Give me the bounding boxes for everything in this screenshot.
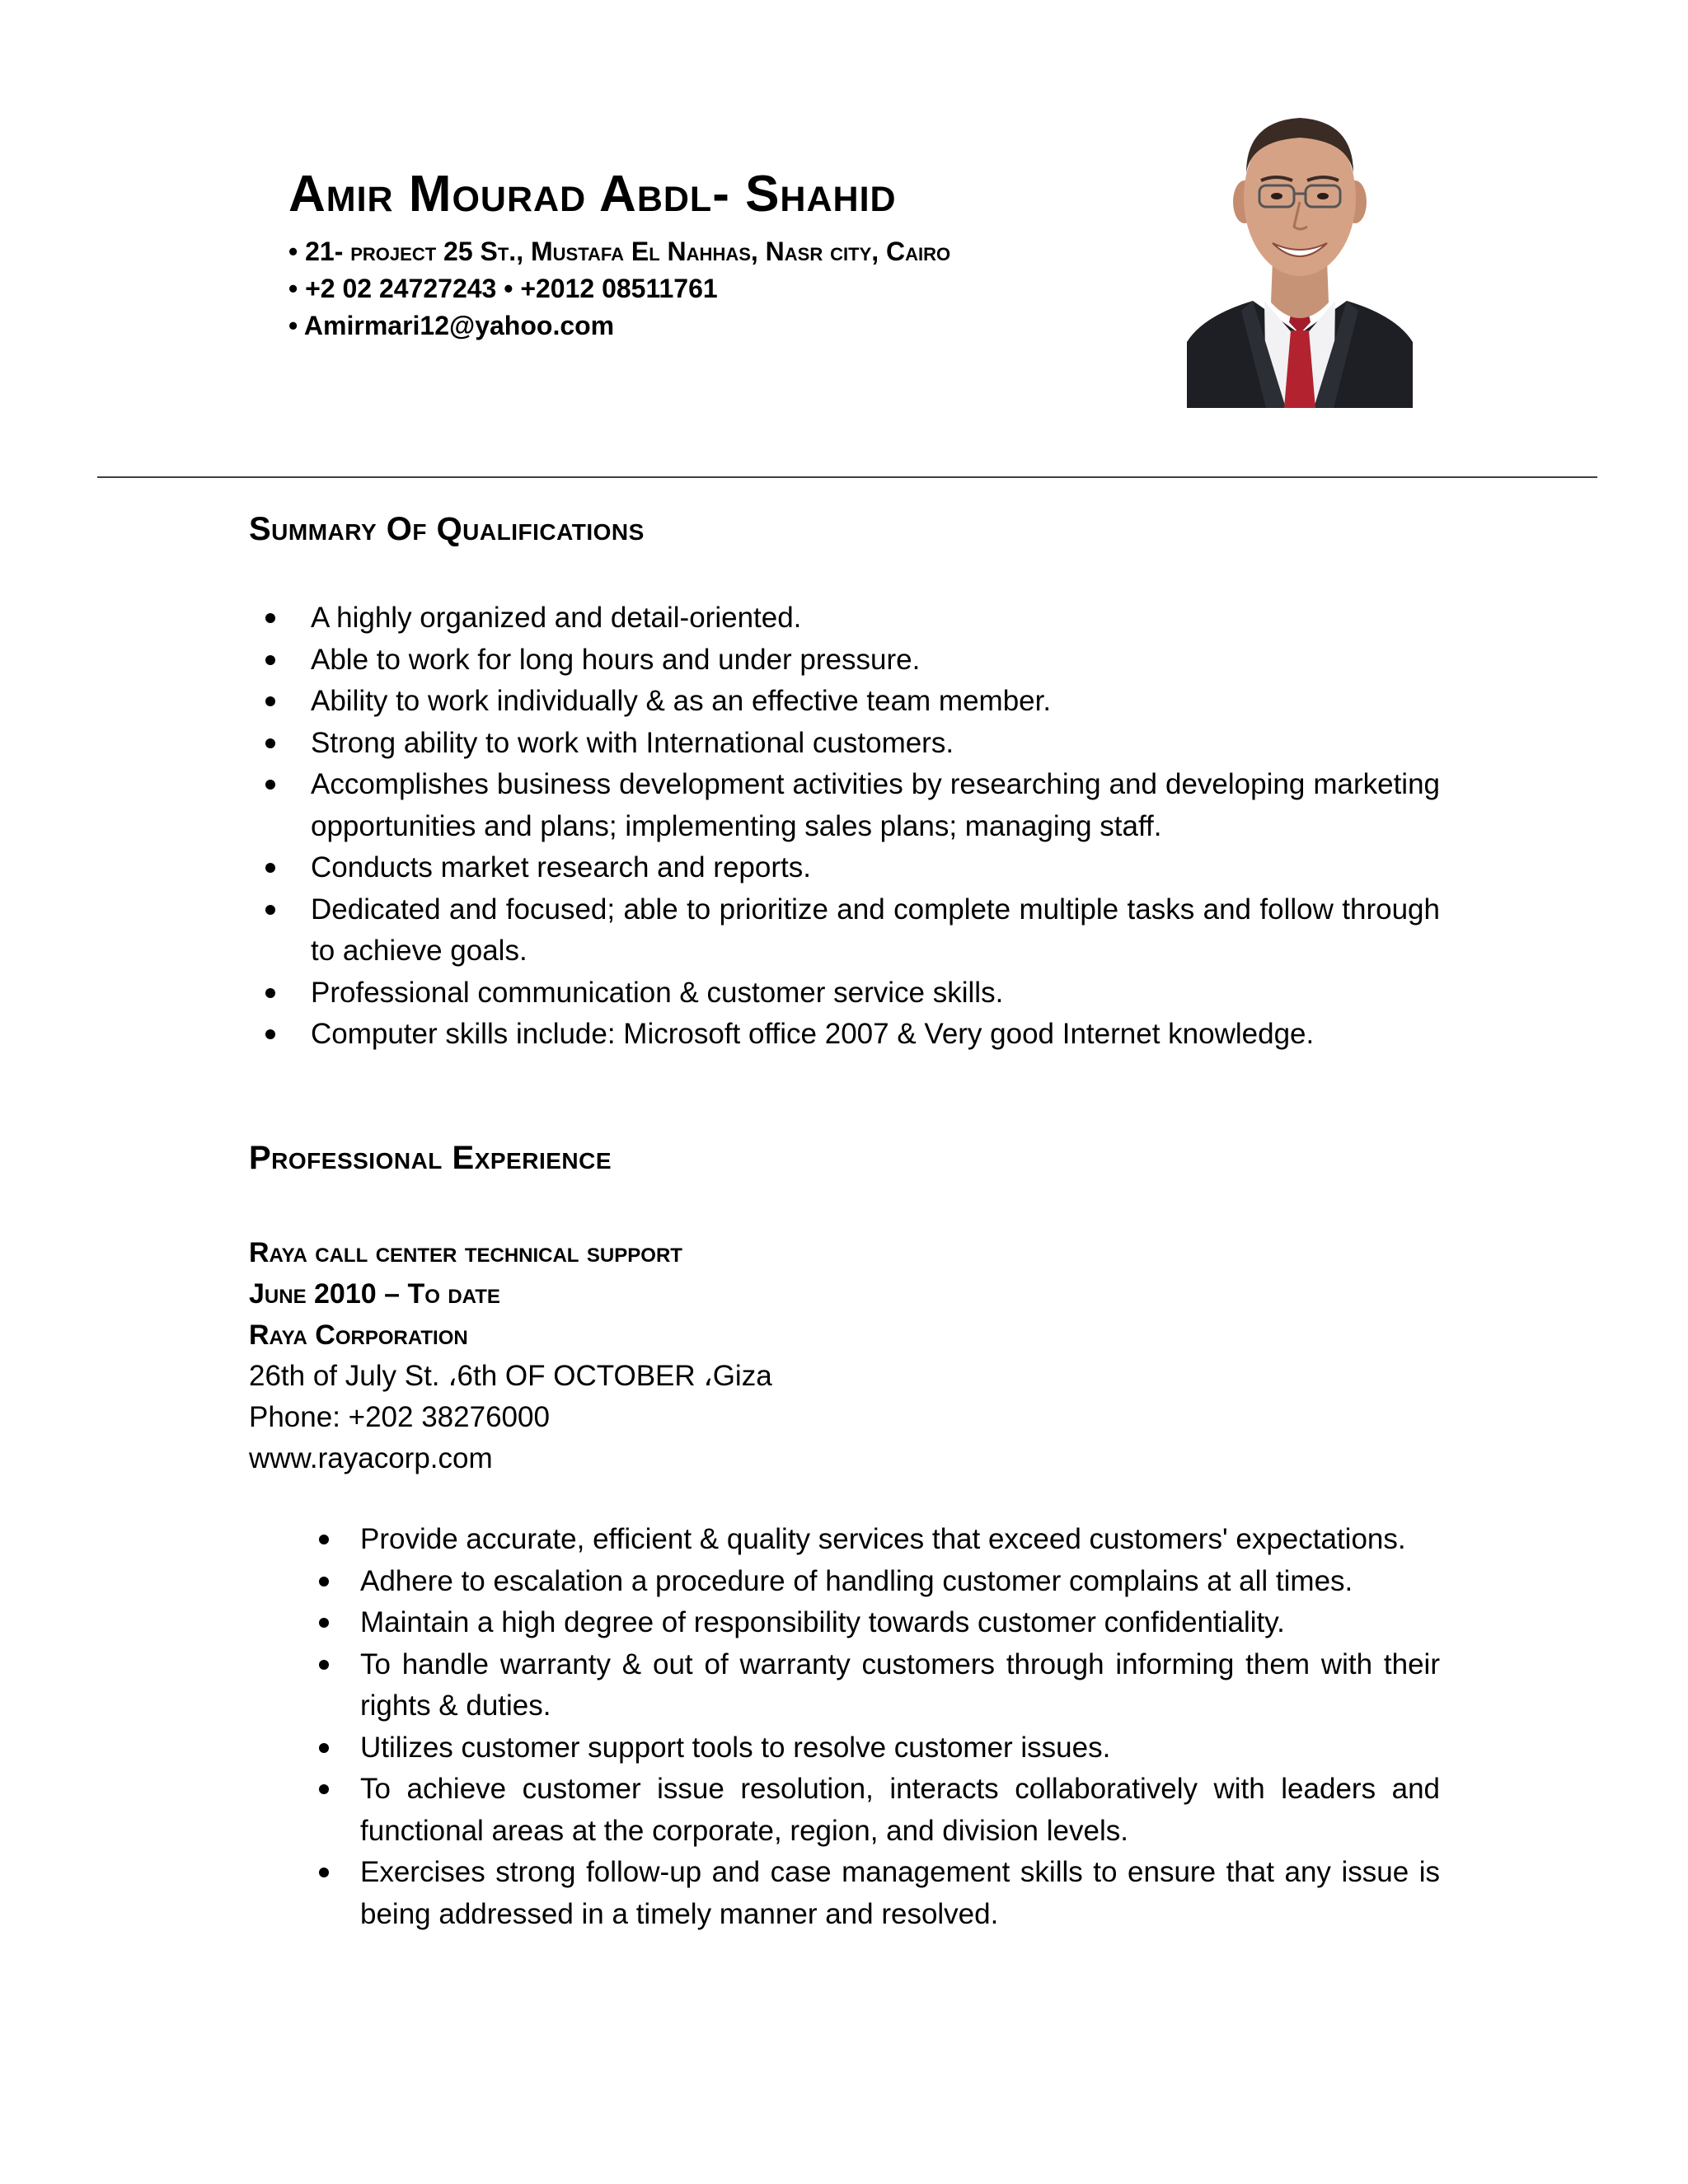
list-item: Conducts market research and reports. [311, 847, 1440, 889]
company-phone: Phone: +202 38276000 [249, 1401, 550, 1433]
experience-heading: Professional Experience [249, 1140, 612, 1176]
duties-list [360, 1519, 1440, 1935]
job-dates: June 2010 – To date [249, 1278, 500, 1310]
company-address: 26th of July St. ،6th OF OCTOBER ،Giza [249, 1360, 772, 1392]
list-item: Computer skills include: Microsoft office 2007 & Very good Internet knowledge. [311, 1014, 1440, 1056]
company-name: Raya Corporation [249, 1319, 468, 1351]
list-item: Exercises strong follow-up and case management skills to ensure that any issue is being addressed in a timely manner and resolved. [360, 1852, 1440, 1935]
email-line: • Amirmari12@yahoo.com [288, 311, 615, 340]
list-item: To achieve customer issue resolution, interacts collaboratively with leaders and functional areas at the corporate, region, and division levels. [360, 1769, 1440, 1852]
list-item: Professional communication & customer service skills. [311, 972, 1440, 1015]
list-item: Dedicated and focused; able to prioritize and complete multiple tasks and follow through to achieve goals. [311, 889, 1440, 972]
contact-block [288, 233, 950, 344]
address-line: • 21- project 25 St., Mustafa El Nahhas, Nasr city, Cairo [288, 237, 951, 266]
list-item: Utilizes customer support tools to resolve customer issues. [360, 1727, 1440, 1769]
qualifications-list [311, 598, 1440, 1056]
list-item: Ability to work individually & as an effective team member. [311, 681, 1440, 723]
list-item: Provide accurate, efficient & quality services that exceed customers' expectations. [360, 1519, 1440, 1561]
list-item: Able to work for long hours and under pressure. [311, 640, 1440, 682]
list-item: A highly organized and detail-oriented. [311, 598, 1440, 640]
list-item: Maintain a high degree of responsibility towards customer confidentiality. [360, 1602, 1440, 1644]
header-divider [97, 476, 1597, 478]
qualifications-heading: Summary Of Qualifications [249, 511, 645, 547]
list-item: Adhere to escalation a procedure of handling customer complains at all times. [360, 1561, 1440, 1603]
company-website: www.rayacorp.com [249, 1442, 493, 1474]
profile-photo [1187, 95, 1413, 408]
list-item: Strong ability to work with International customers. [311, 723, 1440, 765]
job-title: Raya call center technical support [249, 1237, 682, 1268]
candidate-name: Amir Mourad Abdl- Shahid [288, 166, 897, 223]
list-item: To handle warranty & out of warranty customers through informing them with their rights & duties. [360, 1644, 1440, 1727]
phone-line: • +2 02 24727243 • +2012 08511761 [288, 274, 718, 303]
job-entry [249, 1232, 1403, 1479]
list-item: Accomplishes business development activities by researching and developing marketing opportunities and plans; implementing sales plans; managing staff. [311, 764, 1440, 847]
